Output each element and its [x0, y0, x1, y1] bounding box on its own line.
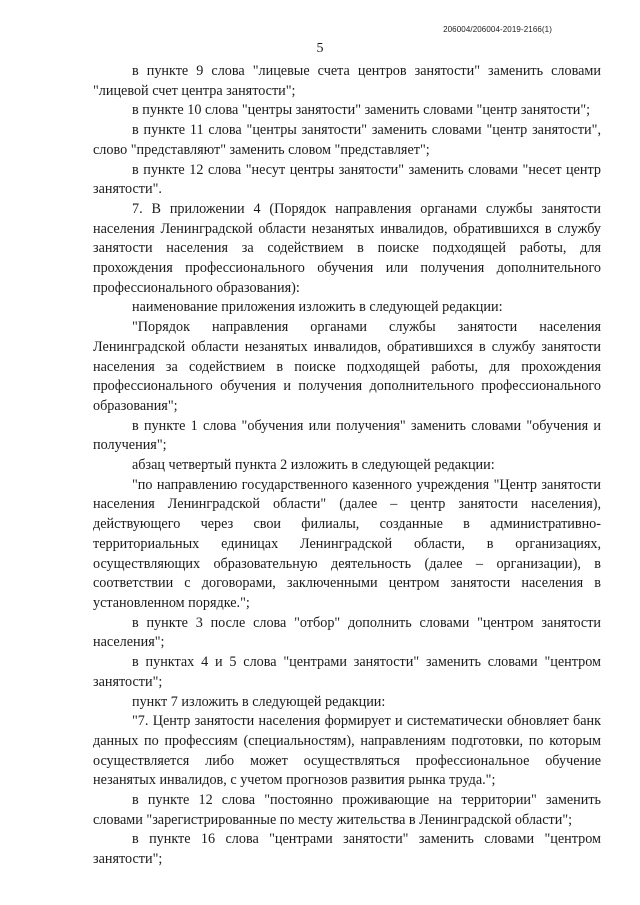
paragraph-title-instruction: наименование приложения изложить в следующей редакции: — [132, 299, 503, 316]
paragraph-item-10: в пункте 10 слова "центры занятости" заменить словами "центр занятости"; — [132, 102, 591, 119]
paragraph-item-12-change: в пункте 12 слова "постоянно проживающие на территории" заменить словами "зарегистрированные по месту жительства в Ленинградской области"; — [93, 792, 601, 828]
document-id: 206004/206004-2019-2166(1) — [443, 25, 552, 34]
paragraph-item-9: в пункте 9 слова "лицевые счета центров занятости" заменить словами "лицевой счет центра занятости"; — [93, 63, 601, 99]
paragraph-item-12: в пункте 12 слова "несут центры занятости" заменить словами "несет центр занятости". — [93, 161, 601, 198]
paragraph-item-1-change: в пункте 1 слова "обучения или получения" заменить словами "обучения и получения"; — [93, 417, 601, 454]
paragraph-item-7-text: "7. Центр занятости населения формирует и систематически обновляет банк данных по профессиям (специальностям), направлениям подготовки, по которым осуществляется либо может осуществляться профессиональное обучение незанятых инвалидов, с учетом прогнозов развития рынка труда."; — [93, 713, 601, 789]
document-body — [93, 62, 601, 870]
paragraph-item-2-text: "по направлению государственного казенного учреждения "Центр занятости населения Ленинградской области" (далее – центр занятости населения), действующего через свои филиалы, созданные в административно-территориальных единицах Ленинградской области, в организациях, осуществляющих образовательную деятельность (далее – организации), в соответствии с договорами, заключенными центром занятости населения в установленном порядке."; — [93, 476, 601, 611]
paragraph-section-7: 7. В приложении 4 (Порядок направления органами службы занятости населения Ленинградской области незанятых инвалидов, обратившихся в службу занятости населения за содействием в поиске подходящей работы, для прохождения профессионального обучения или получения дополнительного профессионального образования): — [93, 200, 601, 296]
paragraph-item-16-change: в пункте 16 слова "центрами занятости" заменить словами "центром занятости"; — [93, 831, 601, 868]
paragraph-item-11: в пункте 11 слова "центры занятости" заменить словами "центр занятости", слово "представляют" заменить словом "представляет"; — [93, 122, 601, 158]
paragraph-items-4-5-change: в пунктах 4 и 5 слова "центрами занятости" заменить словами "центром занятости"; — [93, 654, 601, 690]
page-number: 5 — [316, 41, 324, 56]
paragraph-item-7-instruction: пункт 7 изложить в следующей редакции: — [132, 693, 386, 710]
paragraph-new-title: "Порядок направления органами службы занятости населения Ленинградской области незанятых инвалидов, обратившихся в службу занятости населения за содействием в поиске подходящей работы, для прохождения профессионального обучения и получения дополнительного профессионального образования"; — [93, 319, 601, 414]
paragraph-item-3-change: в пункте 3 после слова "отбор" дополнить словами "центром занятости населения"; — [93, 614, 601, 651]
paragraph-item-2-instruction: абзац четвертый пункта 2 изложить в следующей редакции: — [132, 457, 495, 474]
